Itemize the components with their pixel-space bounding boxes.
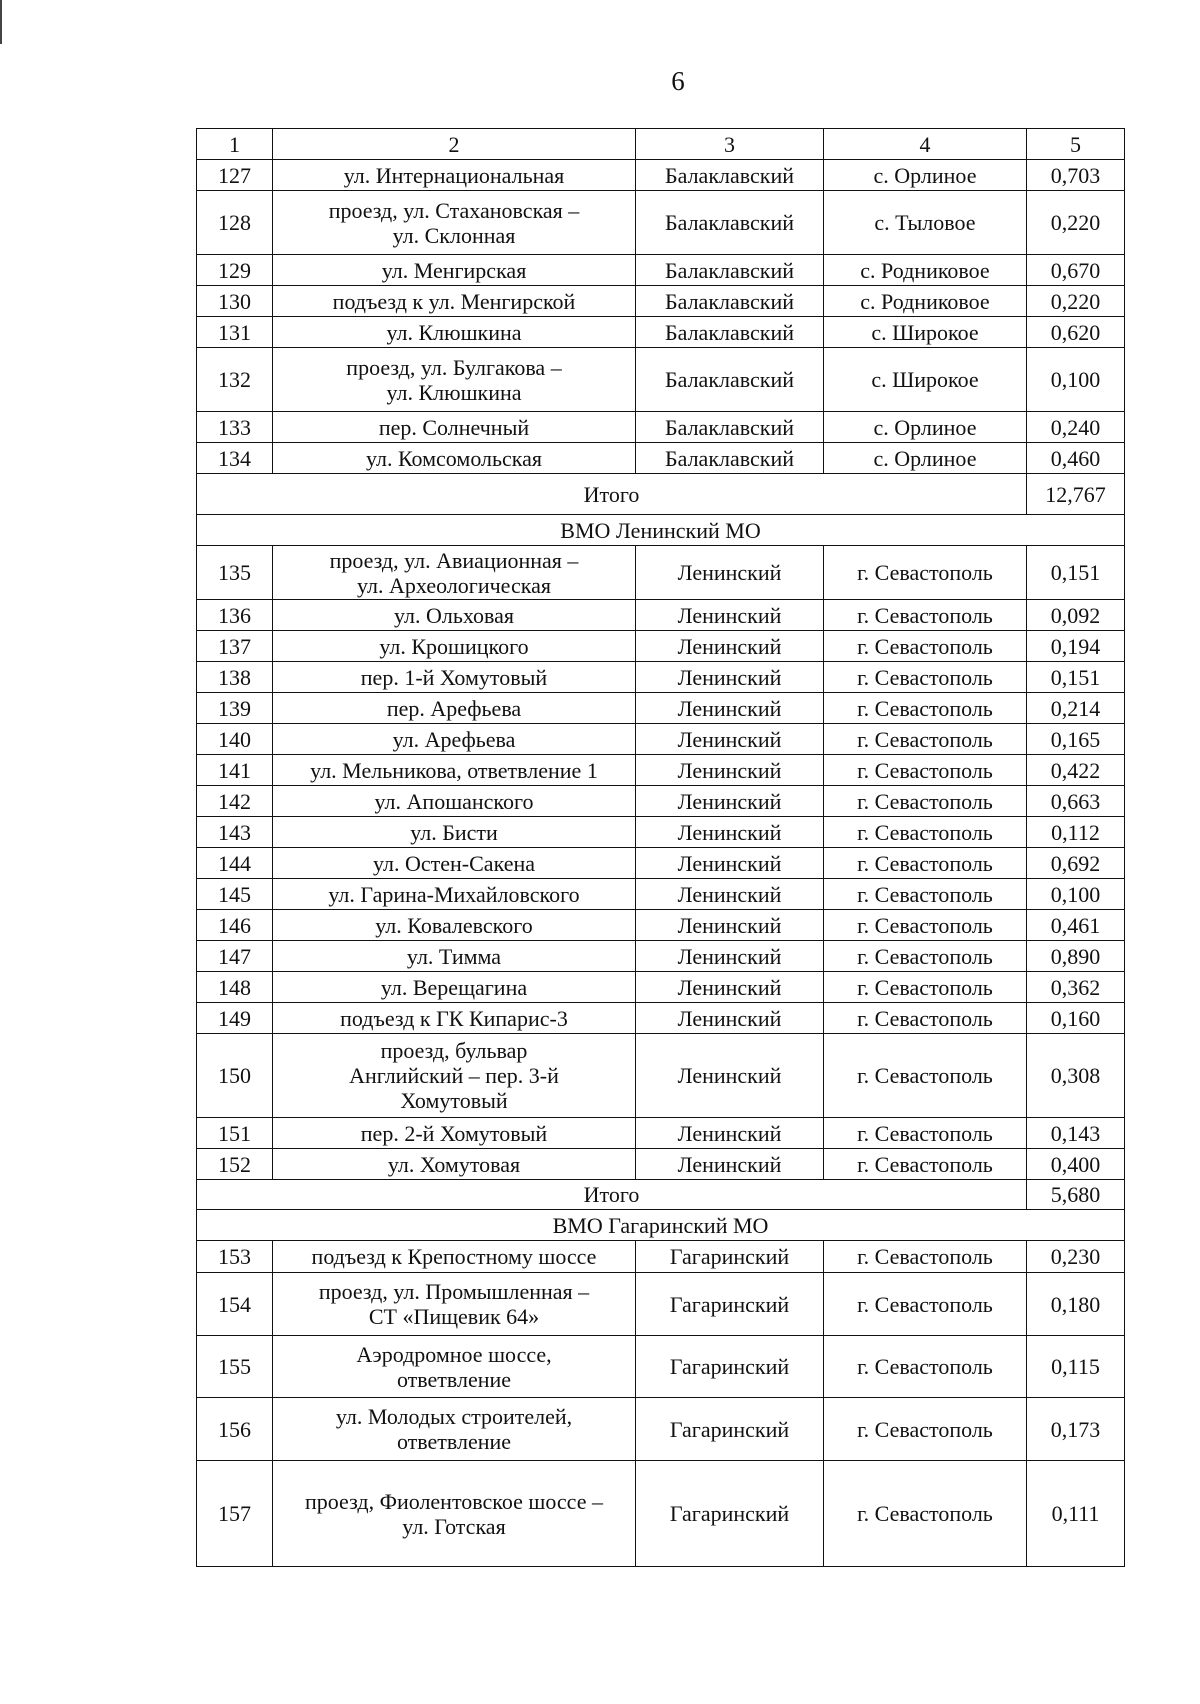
total-value: 5,680 bbox=[1027, 1180, 1125, 1210]
table-row bbox=[197, 160, 1125, 191]
road-name-cell: ул. Бисти bbox=[273, 817, 636, 848]
locality-cell: с. Орлиное bbox=[824, 160, 1027, 191]
district-cell: Ленинский bbox=[636, 546, 824, 600]
district-cell: Ленинский bbox=[636, 662, 824, 693]
road-name-cell: ул. Хомутовая bbox=[273, 1149, 636, 1180]
district-cell: Балаклавский bbox=[636, 443, 824, 474]
table-row bbox=[197, 286, 1125, 317]
road-name-cell: пер. 2-й Хомутовый bbox=[273, 1118, 636, 1149]
road-name-cell: пер. 1-й Хомутовый bbox=[273, 662, 636, 693]
locality-cell: г. Севастополь bbox=[824, 662, 1027, 693]
table-row bbox=[197, 693, 1125, 724]
road-name-cell: ул. Мельникова, ответвление 1 bbox=[273, 755, 636, 786]
length-cell: 0,890 bbox=[1027, 941, 1125, 972]
district-cell: Гагаринский bbox=[636, 1461, 824, 1567]
road-name-cell: пер. Арефьева bbox=[273, 693, 636, 724]
district-cell: Балаклавский bbox=[636, 160, 824, 191]
district-cell: Ленинский bbox=[636, 755, 824, 786]
length-cell: 0,703 bbox=[1027, 160, 1125, 191]
district-cell: Балаклавский bbox=[636, 348, 824, 412]
district-cell: Гагаринский bbox=[636, 1398, 824, 1461]
length-cell: 0,240 bbox=[1027, 412, 1125, 443]
length-cell: 0,230 bbox=[1027, 1241, 1125, 1273]
row-number-cell: 154 bbox=[197, 1273, 273, 1336]
locality-cell: г. Севастополь bbox=[824, 546, 1027, 600]
locality-cell: г. Севастополь bbox=[824, 755, 1027, 786]
district-cell: Ленинский bbox=[636, 848, 824, 879]
length-cell: 0,100 bbox=[1027, 879, 1125, 910]
district-cell: Ленинский bbox=[636, 910, 824, 941]
table-row bbox=[197, 879, 1125, 910]
locality-cell: г. Севастополь bbox=[824, 1118, 1027, 1149]
locality-cell: с. Родниковое bbox=[824, 255, 1027, 286]
district-cell: Ленинский bbox=[636, 879, 824, 910]
locality-cell: с. Широкое bbox=[824, 317, 1027, 348]
length-cell: 0,111 bbox=[1027, 1461, 1125, 1567]
road-name-cell: ул. Молодых строителей, ответвление bbox=[273, 1398, 636, 1461]
locality-cell: г. Севастополь bbox=[824, 848, 1027, 879]
page-number: 6 bbox=[671, 66, 685, 96]
locality-cell: г. Севастополь bbox=[824, 941, 1027, 972]
header-cell: 1 bbox=[197, 129, 273, 160]
length-cell: 0,112 bbox=[1027, 817, 1125, 848]
row-number-cell: 128 bbox=[197, 191, 273, 255]
locality-cell: г. Севастополь bbox=[824, 1398, 1027, 1461]
length-cell: 0,092 bbox=[1027, 600, 1125, 631]
row-number-cell: 145 bbox=[197, 879, 273, 910]
district-cell: Ленинский bbox=[636, 1003, 824, 1034]
table-row bbox=[197, 317, 1125, 348]
road-name-cell: ул. Тимма bbox=[273, 941, 636, 972]
row-number-cell: 147 bbox=[197, 941, 273, 972]
row-number-cell: 132 bbox=[197, 348, 273, 412]
district-cell: Ленинский bbox=[636, 786, 824, 817]
table-row bbox=[197, 191, 1125, 255]
locality-cell: с. Орлиное bbox=[824, 412, 1027, 443]
table-row bbox=[197, 724, 1125, 755]
length-cell: 0,151 bbox=[1027, 662, 1125, 693]
row-number-cell: 141 bbox=[197, 755, 273, 786]
locality-cell: г. Севастополь bbox=[824, 693, 1027, 724]
header-cell: 5 bbox=[1027, 129, 1125, 160]
total-value: 12,767 bbox=[1027, 474, 1125, 515]
length-cell: 0,160 bbox=[1027, 1003, 1125, 1034]
roads-table bbox=[196, 128, 1125, 1567]
table-row bbox=[197, 1149, 1125, 1180]
locality-cell: г. Севастополь bbox=[824, 817, 1027, 848]
section-header-row bbox=[197, 1210, 1125, 1241]
district-cell: Балаклавский bbox=[636, 412, 824, 443]
total-label: Итого bbox=[197, 1180, 1027, 1210]
length-cell: 0,180 bbox=[1027, 1273, 1125, 1336]
locality-cell: г. Севастополь bbox=[824, 786, 1027, 817]
scan-edge-mark bbox=[0, 0, 2, 44]
row-number-cell: 153 bbox=[197, 1241, 273, 1273]
district-cell: Балаклавский bbox=[636, 286, 824, 317]
row-number-cell: 135 bbox=[197, 546, 273, 600]
length-cell: 0,663 bbox=[1027, 786, 1125, 817]
district-cell: Ленинский bbox=[636, 600, 824, 631]
section-title: ВМО Ленинский МО bbox=[197, 515, 1125, 546]
table-row bbox=[197, 631, 1125, 662]
district-cell: Ленинский bbox=[636, 631, 824, 662]
total-row bbox=[197, 1180, 1125, 1210]
row-number-cell: 133 bbox=[197, 412, 273, 443]
table-row bbox=[197, 972, 1125, 1003]
row-number-cell: 157 bbox=[197, 1461, 273, 1567]
district-cell: Балаклавский bbox=[636, 191, 824, 255]
road-name-cell: ул. Интернациональная bbox=[273, 160, 636, 191]
row-number-cell: 131 bbox=[197, 317, 273, 348]
header-cell: 4 bbox=[824, 129, 1027, 160]
length-cell: 0,220 bbox=[1027, 191, 1125, 255]
locality-cell: г. Севастополь bbox=[824, 724, 1027, 755]
road-name-cell: ул. Ольховая bbox=[273, 600, 636, 631]
length-cell: 0,460 bbox=[1027, 443, 1125, 474]
road-name-cell: ул. Комсомольская bbox=[273, 443, 636, 474]
length-cell: 0,461 bbox=[1027, 910, 1125, 941]
district-cell: Гагаринский bbox=[636, 1273, 824, 1336]
road-name-cell: ул. Менгирская bbox=[273, 255, 636, 286]
length-cell: 0,214 bbox=[1027, 693, 1125, 724]
locality-cell: с. Орлиное bbox=[824, 443, 1027, 474]
road-name-cell: ул. Ковалевского bbox=[273, 910, 636, 941]
locality-cell: г. Севастополь bbox=[824, 1149, 1027, 1180]
table-row bbox=[197, 1034, 1125, 1118]
table-row bbox=[197, 1273, 1125, 1336]
length-cell: 0,194 bbox=[1027, 631, 1125, 662]
table-row bbox=[197, 786, 1125, 817]
road-name-cell: ул. Крошицкого bbox=[273, 631, 636, 662]
table-row bbox=[197, 1398, 1125, 1461]
table-row bbox=[197, 443, 1125, 474]
district-cell: Ленинский bbox=[636, 1149, 824, 1180]
length-cell: 0,692 bbox=[1027, 848, 1125, 879]
road-name-cell: подъезд к ул. Менгирской bbox=[273, 286, 636, 317]
length-cell: 0,308 bbox=[1027, 1034, 1125, 1118]
row-number-cell: 152 bbox=[197, 1149, 273, 1180]
locality-cell: г. Севастополь bbox=[824, 631, 1027, 662]
road-name-cell: ул. Остен-Сакена bbox=[273, 848, 636, 879]
table-row bbox=[197, 1003, 1125, 1034]
table-row bbox=[197, 1241, 1125, 1273]
length-cell: 0,670 bbox=[1027, 255, 1125, 286]
row-number-cell: 139 bbox=[197, 693, 273, 724]
district-cell: Балаклавский bbox=[636, 317, 824, 348]
row-number-cell: 151 bbox=[197, 1118, 273, 1149]
road-name-cell: ул. Арефьева bbox=[273, 724, 636, 755]
district-cell: Балаклавский bbox=[636, 255, 824, 286]
road-name-cell: ул. Верещагина bbox=[273, 972, 636, 1003]
road-name-cell: пер. Солнечный bbox=[273, 412, 636, 443]
table-row bbox=[197, 1118, 1125, 1149]
road-name-cell: проезд, ул. Промышленная – СТ «Пищевик 64» bbox=[273, 1273, 636, 1336]
header-cell: 2 bbox=[273, 129, 636, 160]
row-number-cell: 127 bbox=[197, 160, 273, 191]
locality-cell: г. Севастополь bbox=[824, 1034, 1027, 1118]
row-number-cell: 142 bbox=[197, 786, 273, 817]
row-number-cell: 140 bbox=[197, 724, 273, 755]
locality-cell: г. Севастополь bbox=[824, 910, 1027, 941]
road-name-cell: ул. Апошанского bbox=[273, 786, 636, 817]
row-number-cell: 149 bbox=[197, 1003, 273, 1034]
table-row bbox=[197, 755, 1125, 786]
district-cell: Ленинский bbox=[636, 941, 824, 972]
row-number-cell: 146 bbox=[197, 910, 273, 941]
locality-cell: г. Севастополь bbox=[824, 972, 1027, 1003]
table-row bbox=[197, 255, 1125, 286]
locality-cell: с. Широкое bbox=[824, 348, 1027, 412]
length-cell: 0,400 bbox=[1027, 1149, 1125, 1180]
table-row bbox=[197, 848, 1125, 879]
road-name-cell: Аэродромное шоссе, ответвление bbox=[273, 1336, 636, 1398]
row-number-cell: 150 bbox=[197, 1034, 273, 1118]
district-cell: Гагаринский bbox=[636, 1241, 824, 1273]
table-row bbox=[197, 412, 1125, 443]
row-number-cell: 143 bbox=[197, 817, 273, 848]
road-name-cell: проезд, бульвар Английский – пер. 3-й Хомутовый bbox=[273, 1034, 636, 1118]
locality-cell: г. Севастополь bbox=[824, 879, 1027, 910]
row-number-cell: 148 bbox=[197, 972, 273, 1003]
table-row bbox=[197, 600, 1125, 631]
road-name-cell: подъезд к Крепостному шоссе bbox=[273, 1241, 636, 1273]
row-number-cell: 156 bbox=[197, 1398, 273, 1461]
length-cell: 0,362 bbox=[1027, 972, 1125, 1003]
road-name-cell: ул. Гарина-Михайловского bbox=[273, 879, 636, 910]
section-header-row bbox=[197, 515, 1125, 546]
length-cell: 0,115 bbox=[1027, 1336, 1125, 1398]
road-name-cell: ул. Клюшкина bbox=[273, 317, 636, 348]
row-number-cell: 136 bbox=[197, 600, 273, 631]
locality-cell: г. Севастополь bbox=[824, 1336, 1027, 1398]
district-cell: Ленинский bbox=[636, 1034, 824, 1118]
length-cell: 0,143 bbox=[1027, 1118, 1125, 1149]
header-cell: 3 bbox=[636, 129, 824, 160]
row-number-cell: 130 bbox=[197, 286, 273, 317]
road-name-cell: проезд, Фиолентовское шоссе – ул. Готская bbox=[273, 1461, 636, 1567]
row-number-cell: 129 bbox=[197, 255, 273, 286]
table-row bbox=[197, 910, 1125, 941]
length-cell: 0,165 bbox=[1027, 724, 1125, 755]
road-name-cell: подъезд к ГК Кипарис-3 bbox=[273, 1003, 636, 1034]
road-name-cell: проезд, ул. Булгакова – ул. Клюшкина bbox=[273, 348, 636, 412]
locality-cell: г. Севастополь bbox=[824, 1273, 1027, 1336]
district-cell: Гагаринский bbox=[636, 1336, 824, 1398]
locality-cell: с. Тыловое bbox=[824, 191, 1027, 255]
table-row bbox=[197, 1461, 1125, 1567]
district-cell: Ленинский bbox=[636, 1118, 824, 1149]
locality-cell: с. Родниковое bbox=[824, 286, 1027, 317]
total-row bbox=[197, 474, 1125, 515]
row-number-cell: 137 bbox=[197, 631, 273, 662]
length-cell: 0,173 bbox=[1027, 1398, 1125, 1461]
locality-cell: г. Севастополь bbox=[824, 1003, 1027, 1034]
table-row bbox=[197, 817, 1125, 848]
length-cell: 0,100 bbox=[1027, 348, 1125, 412]
table-row bbox=[197, 662, 1125, 693]
length-cell: 0,620 bbox=[1027, 317, 1125, 348]
row-number-cell: 134 bbox=[197, 443, 273, 474]
length-cell: 0,220 bbox=[1027, 286, 1125, 317]
length-cell: 0,151 bbox=[1027, 546, 1125, 600]
locality-cell: г. Севастополь bbox=[824, 1461, 1027, 1567]
length-cell: 0,422 bbox=[1027, 755, 1125, 786]
row-number-cell: 144 bbox=[197, 848, 273, 879]
district-cell: Ленинский bbox=[636, 817, 824, 848]
road-name-cell: проезд, ул. Стахановская – ул. Склонная bbox=[273, 191, 636, 255]
total-label: Итого bbox=[197, 474, 1027, 515]
section-title: ВМО Гагаринский МО bbox=[197, 1210, 1125, 1241]
table-row bbox=[197, 1336, 1125, 1398]
district-cell: Ленинский bbox=[636, 972, 824, 1003]
row-number-cell: 138 bbox=[197, 662, 273, 693]
locality-cell: г. Севастополь bbox=[824, 1241, 1027, 1273]
roads-table-body bbox=[197, 129, 1125, 1567]
locality-cell: г. Севастополь bbox=[824, 600, 1027, 631]
table-row bbox=[197, 941, 1125, 972]
district-cell: Ленинский bbox=[636, 724, 824, 755]
district-cell: Ленинский bbox=[636, 693, 824, 724]
table-row bbox=[197, 348, 1125, 412]
table-row bbox=[197, 546, 1125, 600]
table-header-row bbox=[197, 129, 1125, 160]
road-name-cell: проезд, ул. Авиационная – ул. Археологическая bbox=[273, 546, 636, 600]
row-number-cell: 155 bbox=[197, 1336, 273, 1398]
